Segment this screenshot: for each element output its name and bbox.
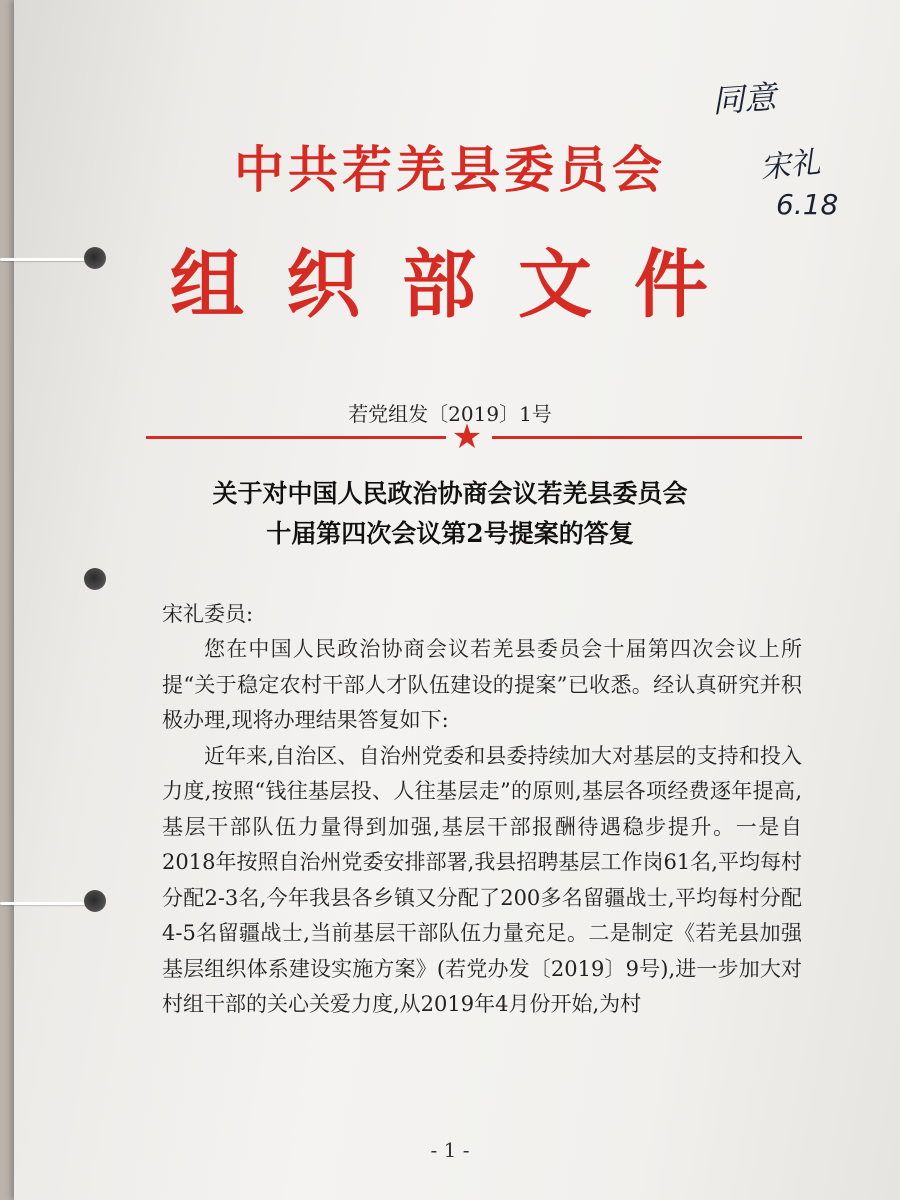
red-divider-right — [492, 436, 802, 439]
page-number: - 1 - — [430, 1138, 470, 1162]
red-star-icon: ★ — [451, 417, 483, 457]
handwritten-approval: 同意 — [710, 77, 778, 121]
handwritten-signature: 宋礼 — [758, 144, 823, 187]
document-number: 若党组发〔2019〕1号 — [348, 402, 552, 426]
red-divider-left — [146, 436, 446, 439]
document-title-line-2: 十届第四次会议第2号提案的答复 — [266, 519, 634, 548]
document-type-header: 组织部文件 — [170, 242, 750, 328]
document-body — [162, 632, 802, 1023]
salutation: 宋礼委员: — [162, 602, 254, 626]
binding-hole — [84, 890, 106, 912]
body-paragraph: 您在中国人民政治协商会议若羌县委员会十届第四次会议上所提“关于稳定农村干部人才队伍建设的提案”已收悉。经认真研究并积极办理,现将办理结果答复如下: — [162, 637, 802, 732]
document-title-line-1: 关于对中国人民政治协商会议若羌县委员会 — [212, 479, 688, 508]
binding-hole — [84, 568, 106, 590]
body-paragraph: 近年来,自治区、自治州党委和县委持续加大对基层的支持和投入力度,按照“钱往基层投、人往基层走”的原则,基层各项经费逐年提高,基层干部队伍力量得到加强,基层干部报酬待遇稳步提升。一是自2018年按照自治州党委安排部署,我县招聘基层工作岗61名,平均每村分配2-3名,今年我县各乡镇又分配了200多名留疆战士,平均每村分配4-5名留疆战士,当前基层干部队伍力量充足。二是制定《若羌县加强基层组织体系建设实施方案》(若党办发〔2019〕9号),进一步加大对村组干部的关心关爱力度,从2019年4月份开始,为村 — [162, 743, 802, 1016]
handwritten-date: 6.18 — [776, 188, 839, 221]
issuer-header: 中共若羌县委员会 — [234, 140, 666, 199]
binding-string — [0, 902, 96, 905]
